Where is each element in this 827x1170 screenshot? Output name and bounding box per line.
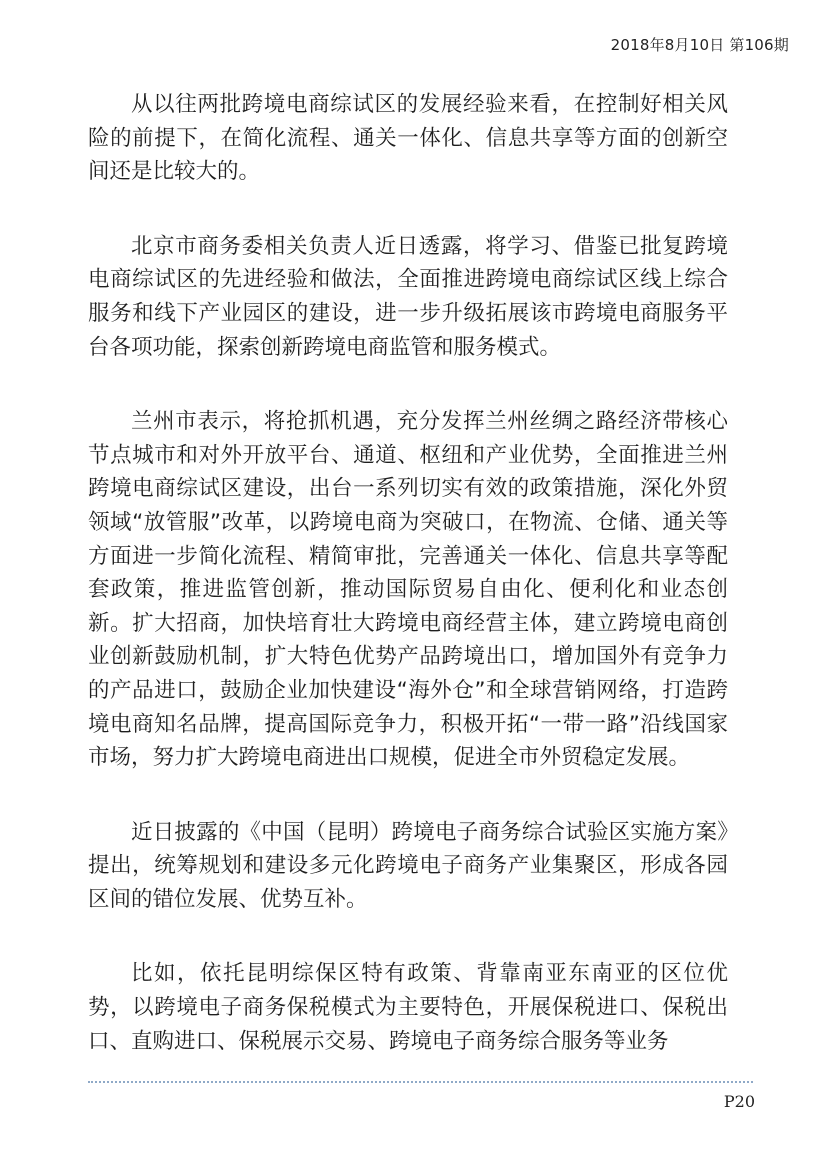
paragraph-1: 从以往两批跨境电商综试区的发展经验来看，在控制好相关风险的前提下，在简化流程、通关一体化、信息共享等方面的创新空间还是比较大的。 — [88, 92, 728, 185]
page-number: P20 — [723, 1092, 755, 1111]
article-body — [88, 88, 728, 1099]
paragraph-3: 兰州市表示，将抢抓机遇，充分发挥兰州丝绸之路经济带核心节点城市和对外开放平台、通道、枢纽和产业优势，全面推进兰州跨境电商综试区建设，出台一系列切实有效的政策措施，深化外贸领域“放管服”改革，以跨境电商为突破口，在物流、仓储、通关等方面进一步简化流程、精简审批，完善通关一体化、信息共享等配套政策，推进监管创新，推动国际贸易自由化、便利化和业态创新。扩大招商，加快培育壮大跨境电商经营主体，建立跨境电商创业创新鼓励机制，扩大特色优势产品跨境出口，增加国外有竞争力的产品进口，鼓励企业加快建设“海外仓”和全球营销网络，打造跨境电商知名品牌，提高国际竞争力，积极开拓“一带一路”沿线国家市场，努力扩大跨境电商进出口规模，促进全市外贸稳定发展。 — [88, 409, 728, 771]
paragraph-2: 北京市商务委相关负责人近日透露，将学习、借鉴已批复跨境电商综试区的先进经验和做法，全面推进跨境电商综试区线上综合服务和线下产业园区的建设，进一步升级拓展该市跨境电商服务平台各项功能，探索创新跨境电商监管和服务模式。 — [88, 233, 728, 360]
footer-divider — [88, 1081, 753, 1083]
issue-date-header: 2018年8月10日 第106期 — [610, 36, 789, 54]
paragraph-4: 近日披露的《中国（昆明）跨境电子商务综合试验区实施方案》提出，统筹规划和建设多元化跨境电子商务产业集聚区，形成各园区间的错位发展、优势互补。 — [88, 819, 728, 912]
paragraph-5: 比如，依托昆明综保区特有政策、背靠南亚东南亚的区位优势，以跨境电子商务保税模式为主要特色，开展保税进口、保税出口、直购进口、保税展示交易、跨境电子商务综合服务等业务 — [88, 961, 728, 1054]
